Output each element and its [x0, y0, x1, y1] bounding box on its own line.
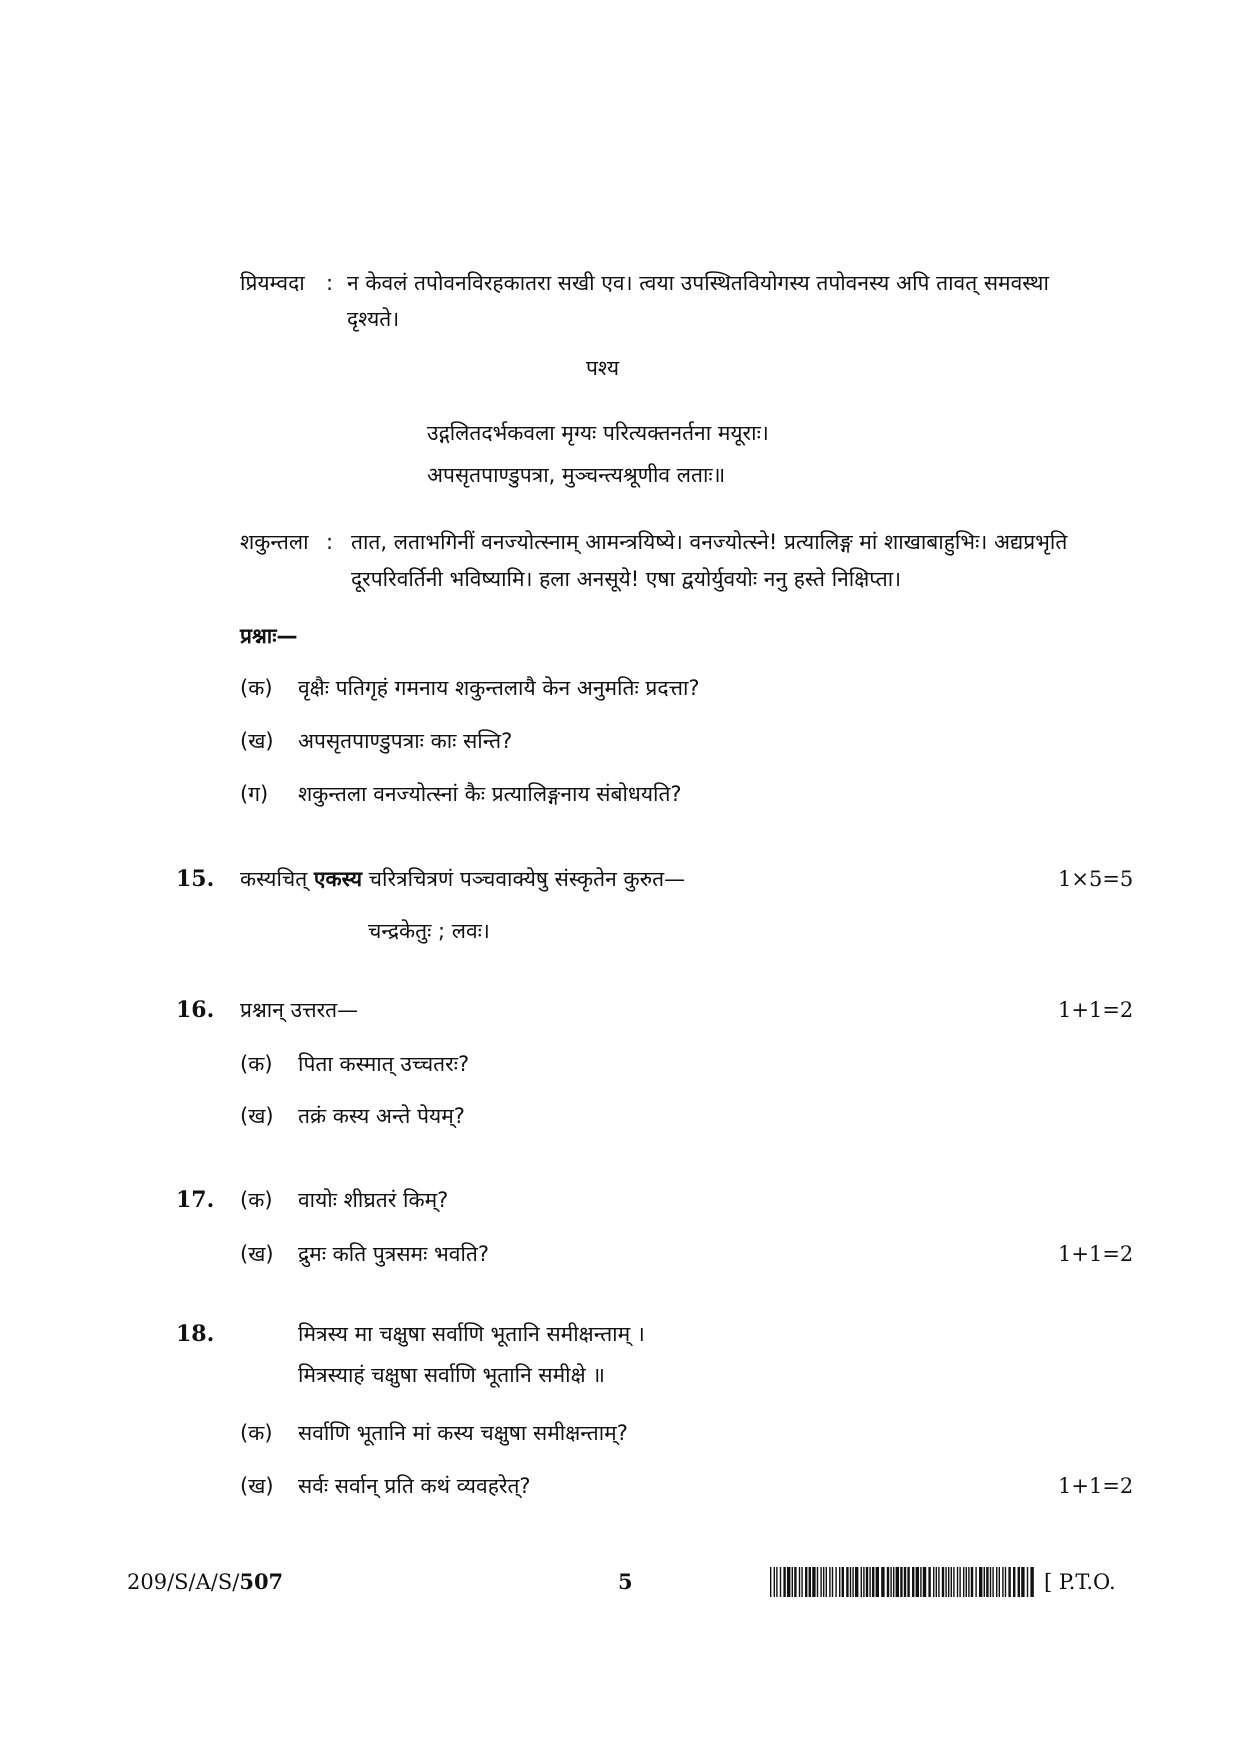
shakuntala-line-2: दूरपरिवर्तिनी भविष्यामि। हला अनसूये! एषा द्वयोर्युवयोः ननु हस्ते निक्षिप्ता।: [351, 567, 902, 591]
prashnah-heading: प्रश्नाः—: [240, 624, 298, 648]
barcode-bar: [1030, 1567, 1033, 1597]
question-number-16: 16.: [176, 997, 215, 1023]
barcode-bar: [887, 1567, 889, 1597]
barcode-bar: [861, 1567, 862, 1597]
barcode-bar: [1027, 1567, 1028, 1597]
part-text: तक्रं कस्य अन्ते पेयम्?: [298, 1104, 465, 1128]
barcode-bar: [1008, 1567, 1010, 1597]
barcode-bar: [774, 1567, 775, 1597]
part-text: द्रुमः कति पुत्रसमः भवति?: [298, 1242, 490, 1266]
barcode-bar: [801, 1567, 802, 1597]
barcode-bar: [787, 1567, 790, 1597]
verse-line-2: अपसृतपाण्डुपत्रा, मुञ्चन्त्यश्रूणीव लताः॥: [427, 463, 726, 487]
barcode-bar: [920, 1567, 921, 1597]
barcode-bar: [809, 1567, 811, 1597]
barcode-bar: [936, 1567, 937, 1597]
barcode-bar: [881, 1567, 884, 1597]
barcode-bar: [776, 1567, 777, 1597]
barcode-bar: [805, 1567, 807, 1597]
barcode-bar: [992, 1567, 993, 1597]
q15-text-before: कस्यचित्: [240, 867, 314, 891]
barcode-bar: [1005, 1567, 1006, 1597]
barcode-bar: [863, 1567, 864, 1597]
question-label: (ग): [240, 782, 269, 806]
barcode-bar: [839, 1567, 840, 1597]
part-label: (क): [240, 1421, 273, 1445]
q15-text: [240, 862, 685, 896]
barcode-bar: [1021, 1567, 1024, 1597]
barcode-bar: [1018, 1567, 1020, 1597]
barcode-bar: [923, 1567, 926, 1597]
question-label: (ख): [240, 729, 274, 753]
barcode-bar: [904, 1567, 906, 1597]
barcode-bar: [783, 1567, 785, 1597]
question-text: अपसृतपाण्डुपत्राः काः सन्ति?: [298, 729, 513, 753]
barcode-bar: [850, 1567, 851, 1597]
q18-marks: 1+1=2: [1058, 1474, 1134, 1498]
q15-options: चन्द्रकेतुः ; लवः।: [368, 919, 490, 943]
q15-marks: 1×5=5: [1058, 867, 1134, 891]
barcode-bar: [959, 1567, 960, 1597]
pto-text: [ P.T.O.: [1044, 1570, 1116, 1594]
barcode-bar: [951, 1567, 952, 1597]
pashya-word: पश्य: [586, 356, 620, 380]
barcode-bar: [872, 1567, 874, 1597]
barcode-bar: [812, 1567, 815, 1597]
part-label: (ख): [240, 1474, 274, 1498]
barcode-bar: [780, 1567, 781, 1597]
paper-code-bold: 507: [239, 1569, 284, 1594]
barcode-bar: [900, 1567, 902, 1597]
barcode-bar: [979, 1567, 982, 1597]
barcode-bar: [826, 1567, 827, 1597]
question-number-15: 15.: [176, 866, 215, 892]
barcode-bar: [938, 1567, 939, 1597]
barcode-bar: [912, 1567, 914, 1597]
barcode-bar: [792, 1567, 793, 1597]
q18-verse-line-2: मित्रस्याहं चक्षुषा सर्वाणि भूतानि समीक्षे ॥: [298, 1363, 605, 1387]
barcode-bar: [820, 1567, 821, 1597]
part-label: (क): [240, 1052, 273, 1076]
barcode-bar: [893, 1567, 894, 1597]
paper-code-prefix: 209/S/A/S/: [127, 1570, 240, 1594]
barcode-bar: [984, 1567, 985, 1597]
barcode-bar: [975, 1567, 976, 1597]
barcode-bar: [799, 1567, 800, 1597]
speaker-colon: :: [326, 271, 334, 295]
barcode-bar: [948, 1567, 949, 1597]
part-label: (ख): [240, 1242, 274, 1266]
barcode-bar: [890, 1567, 891, 1597]
part-text: वायोः शीघ्रतरं किम्?: [298, 1188, 449, 1212]
barcode-bar: [928, 1567, 930, 1597]
barcode-bar: [942, 1567, 944, 1597]
part-text: पिता कस्मात् उच्चतरः?: [298, 1052, 470, 1076]
question-number-18: 18.: [176, 1321, 215, 1347]
barcode-bar: [835, 1567, 836, 1597]
barcode-bar: [1013, 1567, 1015, 1597]
barcode-bar: [999, 1567, 1000, 1597]
question-number-17: 17.: [176, 1187, 215, 1213]
q15-text-bold: एकस्य: [313, 867, 362, 891]
part-text: सर्वः सर्वान् प्रति कथं व्यवहरेत्?: [298, 1474, 531, 1498]
barcode-bar: [842, 1567, 844, 1597]
barcode-bar: [953, 1567, 954, 1597]
q15-text-after: चरित्रचित्रणं पञ्चवाक्येषु संस्कृतेन कुरुत—: [362, 867, 686, 891]
paper-code: [127, 1567, 283, 1597]
verse-line-1: उद्गलितदर्भकवला मृग्यः परित्यक्तनर्तना मयूराः।: [427, 421, 769, 445]
barcode-bar: [971, 1567, 973, 1597]
barcode-bar: [794, 1567, 796, 1597]
barcode-bar: [855, 1567, 858, 1597]
priyamvada-line-2: दृश्यते।: [347, 307, 400, 331]
barcode-bar: [996, 1567, 997, 1597]
barcode-bar: [852, 1567, 853, 1597]
question-text: वृक्षैः पतिगृहं गमनाय शकुन्तलायै केन अनुमतिः प्रदत्ता?: [298, 676, 700, 700]
speaker-shakuntala: शकुन्तला: [240, 530, 309, 554]
barcode-bar: [986, 1567, 988, 1597]
barcode-bar: [770, 1567, 771, 1597]
barcode-bar: [846, 1567, 848, 1597]
barcode-bar: [968, 1567, 969, 1597]
barcode-bar: [869, 1567, 870, 1597]
barcode-bar: [933, 1567, 934, 1597]
barcode-bar: [823, 1567, 824, 1597]
page-number: 5: [618, 1569, 633, 1594]
barcode-bar: [817, 1567, 818, 1597]
barcode-bar: [966, 1567, 967, 1597]
q16-text: प्रश्नान् उत्तरत—: [240, 998, 359, 1022]
speaker-colon: :: [326, 530, 334, 554]
part-label: (ख): [240, 1104, 274, 1128]
barcode-bar: [957, 1567, 958, 1597]
barcode-bar: [876, 1567, 879, 1597]
barcode-bar: [896, 1567, 899, 1597]
priyamvada-line-1: न केवलं तपोवनविरहकातरा सखी एव। त्वया उपस्थितवियोगस्य तपोवनस्य अपि तावत् समवस्था: [347, 271, 1049, 295]
barcode-bar: [990, 1567, 991, 1597]
barcode-bar: [832, 1567, 833, 1597]
q17-marks: 1+1=2: [1058, 1242, 1134, 1266]
question-text: शकुन्तला वनज्योत्स्नां कैः प्रत्यालिङ्गनाय संबोधयति?: [298, 782, 682, 806]
speaker-priyamvada: प्रियम्वदा: [240, 271, 305, 295]
barcode-image: [770, 1567, 1035, 1597]
part-label: (क): [240, 1188, 273, 1212]
barcode-bar: [963, 1567, 964, 1597]
q18-verse-line-1: मित्रस्य मा चक्षुषा सर्वाणि भूतानि समीक्षन्ताम् ।: [298, 1322, 645, 1346]
barcode-bar: [945, 1567, 946, 1597]
barcode-bar: [907, 1567, 909, 1597]
barcode-bar: [1002, 1567, 1003, 1597]
shakuntala-line-1: तात, लताभगिनीं वनज्योत्स्नाम् आमन्त्रयिष्ये। वनज्योत्स्ने! प्रत्यालिङ्ग मां शाखाबाहुभिः। अद्यप्रभृति: [351, 530, 1068, 554]
barcode-bar: [829, 1567, 830, 1597]
q16-marks: 1+1=2: [1058, 998, 1134, 1022]
question-label: (क): [240, 676, 273, 700]
barcode-svg: [770, 1567, 1035, 1597]
part-text: सर्वाणि भूतानि मां कस्य चक्षुषा समीक्षन्ताम्?: [298, 1421, 628, 1445]
barcode-bar: [866, 1567, 868, 1597]
barcode-bar: [916, 1567, 919, 1597]
